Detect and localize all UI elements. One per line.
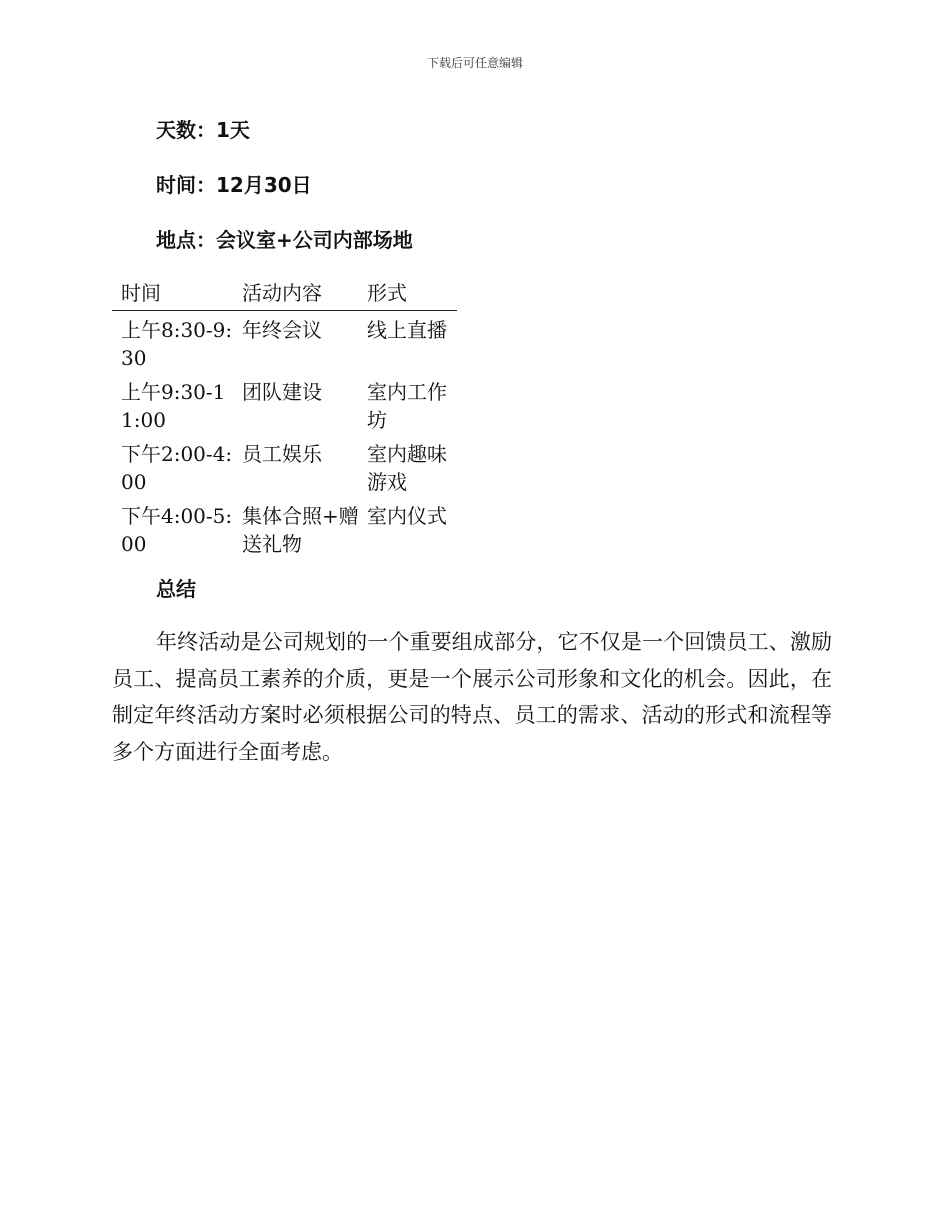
row-time: 下午2:00-4:00 <box>121 442 233 494</box>
info-days: 天数：1天 <box>156 118 250 142</box>
table-row <box>112 502 457 564</box>
row-activity: 团队建设 <box>242 380 322 404</box>
info-place: 地点：会议室+公司内部场地 <box>156 228 413 252</box>
header-form: 形式 <box>367 281 407 305</box>
summary-heading: 总结 <box>156 577 196 601</box>
row-time: 上午9:30-11:00 <box>121 380 226 432</box>
page-header-note: 下载后可任意编辑 <box>426 56 523 70</box>
row-activity: 集体合照+赠送礼物 <box>242 504 359 556</box>
row-form: 室内工作坊 <box>367 380 447 432</box>
table-row <box>112 316 457 378</box>
row-time: 下午4:00-5:00 <box>121 504 233 556</box>
schedule-table <box>112 279 457 564</box>
row-activity: 年终会议 <box>242 318 322 342</box>
header-time: 时间 <box>121 281 161 305</box>
header-activity: 活动内容 <box>242 281 322 305</box>
info-time: 时间：12月30日 <box>156 173 312 197</box>
row-activity: 员工娱乐 <box>242 442 322 466</box>
row-form: 线上直播 <box>367 318 447 342</box>
table-row <box>112 440 457 502</box>
row-form: 室内趣味游戏 <box>367 442 447 494</box>
row-time: 上午8:30-9:30 <box>121 318 233 370</box>
summary-paragraph: 年终活动是公司规划的一个重要组成部分，它不仅是一个回馈员工、激励员工、提高员工素养的介质，更是一个展示公司形象和文化的机会。因此，在制定年终活动方案时必须根据公司的特点、员工的需求、活动的形式和流程等多个方面进行全面考虑。 <box>112 630 832 764</box>
row-form: 室内仪式 <box>367 504 447 528</box>
table-row <box>112 378 457 440</box>
schedule-header-row <box>112 279 457 311</box>
